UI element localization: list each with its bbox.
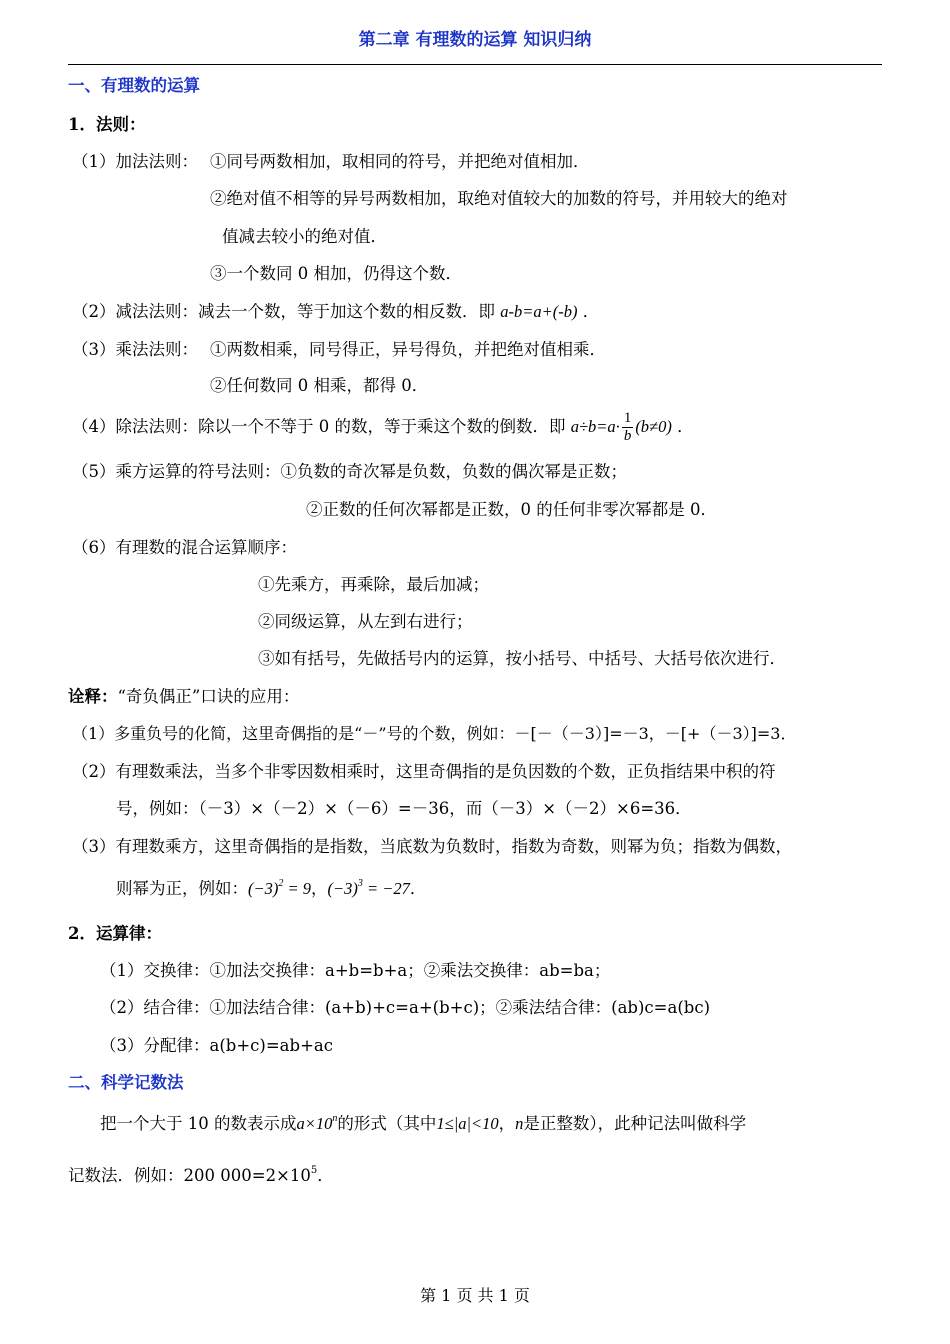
sci-formula-exponent: n [332, 1113, 338, 1124]
note-p3b-formula1 [248, 879, 311, 898]
note-p2b: 号，例如：（－3）×（－2）×（－6）=－36，而（－3）×（－2）×6=36． [116, 799, 692, 818]
sci-formula-base: a×10 [296, 1114, 333, 1133]
sci-line1 [100, 1113, 746, 1135]
div-rule-formula-right: (b≠0) [635, 417, 672, 436]
power-rule-line1: （5）乘方运算的符号法则：①负数的奇次幂是负数，负数的偶次幂是正数； [72, 462, 627, 481]
sci-example-formula [266, 1166, 318, 1185]
law-distributive: （3）分配律：a(b+c)=ab+ac [100, 1036, 333, 1055]
sci-example-exponent: 5 [310, 1165, 318, 1176]
note-p3b-text: 则幂为正，例如： [116, 879, 248, 898]
sub-rule [72, 301, 599, 323]
sci-line2-a: 记数法．例如：200 000= [68, 1166, 266, 1185]
div-rule [72, 406, 694, 448]
order-label: （6）有理数的混合运算顺序： [72, 538, 297, 557]
div-rule-end: ． [671, 417, 694, 436]
note-p3b-end: ． [409, 879, 427, 898]
mul-rule-item2: ②任何数同 0 相乘，都得 0． [210, 376, 429, 395]
add-rule-item3: ③一个数同 0 相加，仍得这个数． [210, 264, 462, 283]
sub-rule-end: ． [577, 302, 600, 321]
sci-condition: 1≤|a|<10 [436, 1114, 499, 1133]
note-label: 诠释： [68, 687, 118, 706]
fraction-numerator: 1 [623, 410, 632, 426]
sci-example-base: 2×10 [265, 1166, 311, 1185]
laws-heading: 2．运算律： [68, 924, 162, 943]
sci-line2-end: ． [317, 1166, 334, 1185]
formula1-base: (−3) [248, 879, 279, 898]
add-rule-item2b: 值减去较小的绝对值． [222, 227, 387, 246]
formula2-base: (−3) [327, 879, 358, 898]
sci-formula [297, 1114, 338, 1133]
sub-rule-formula: a-b=a+(-b) [500, 302, 578, 321]
sci-line1-a: 把一个大于 10 的数表示成 [100, 1114, 297, 1133]
mul-rule-item1: ①两数相乘，同号得正，异号得负，并把绝对值相乘． [210, 340, 606, 359]
page-footer: 第 1 页 共 1 页 [420, 1286, 530, 1305]
power-rule-line2: ②正数的任何次幂都是正数，0 的任何非零次幂都是 0． [306, 500, 717, 519]
law-commutative: （1）交换律：①加法交换律：a+b=b+a；②乘法交换律：ab=ba； [100, 961, 611, 980]
sci-line2 [68, 1165, 334, 1187]
sci-line1-d: 是正整数），此种记法叫做科学 [523, 1114, 747, 1133]
note-p3b-formula2 [328, 879, 410, 898]
order-item2: ②同级运算，从左到右进行； [258, 612, 473, 631]
fraction-denominator: b [623, 428, 632, 444]
sub-rule-text: （2）减法法则：减去一个数，等于加这个数的相反数．即 [72, 302, 501, 321]
add-rule-item2a: ②绝对值不相等的异号两数相加，取绝对值较大的加数的符号，并用较大的绝对 [210, 189, 788, 208]
note-p2a: （2）有理数乘法，当多个非零因数相乘时，这里奇偶指的是负因数的个数，正负指结果中积的符 [72, 762, 776, 781]
formula2-exponent: 3 [357, 878, 363, 889]
mul-rule-label: （3）乘法法则： [72, 340, 198, 359]
order-item3: ③如有括号，先做括号内的运算，按小括号、中括号、大括号依次进行． [258, 649, 786, 668]
section-heading-scientific-notation: 二、科学记数法 [68, 1073, 184, 1092]
div-rule-text: （4）除法法则：除以一个不等于 0 的数，等于乘这个数的倒数．即 [72, 417, 571, 436]
order-item1: ①先乘方，再乘除，最后加减； [258, 575, 489, 594]
law-associative: （2）结合律：①加法结合律：(a+b)+c=a+(b+c)；②乘法结合律：(ab)c=a(bc) [100, 998, 711, 1017]
note-p3b [116, 878, 426, 900]
note-p1: （1）多重负号的化简，这里奇偶指的是“－”号的个数，例如：－[－（－3）]=－3，－[+（－3）]=3． [72, 724, 797, 743]
sci-n: n [515, 1114, 524, 1133]
div-rule-formula-left: a÷b=a· [570, 417, 620, 436]
note-heading [68, 686, 299, 708]
formula2-value: = −27 [362, 879, 410, 898]
sci-line1-c: ， [498, 1114, 516, 1133]
note-p3b-sep: ， [311, 879, 328, 898]
formula1-exponent: 2 [278, 878, 284, 889]
section-heading-operations: 一、有理数的运算 [68, 76, 200, 95]
sci-line1-b: 的形式（其中 [337, 1114, 437, 1133]
rules-heading: 1．法则： [68, 115, 146, 134]
formula1-value: = 9 [283, 879, 312, 898]
header-rule [68, 64, 882, 65]
div-rule-fraction [622, 410, 634, 445]
note-title: “奇负偶正”口诀的应用： [117, 687, 300, 706]
note-p3a: （3）有理数乘方，这里奇偶指的是指数，当底数为负数时，指数为奇数，则幂为负；指数为偶数， [72, 837, 792, 856]
page-title: 第二章 有理数的运算 知识归纳 [358, 30, 592, 50]
add-rule-label: （1）加法法则： [72, 152, 198, 171]
add-rule-item1: ①同号两数相加，取相同的符号，并把绝对值相加． [210, 152, 590, 171]
